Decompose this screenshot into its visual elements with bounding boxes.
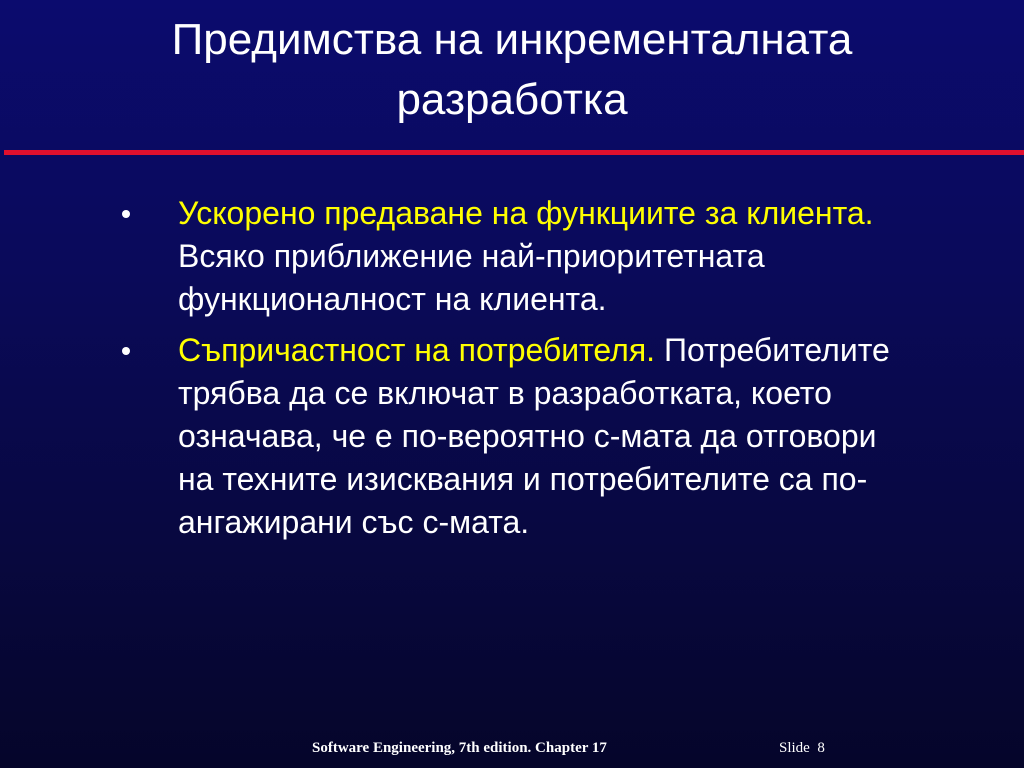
slide-title-line-1: Предимства на инкременталната	[171, 15, 853, 64]
footer-slide-value: 8	[817, 740, 825, 756]
bullet-dot-icon	[122, 347, 130, 355]
bullet-body-text: Всяко приближение най-приоритетната функционалност на клиента.	[178, 238, 765, 317]
bullet-dot-icon	[122, 210, 130, 218]
bullet-body-text: Потребителите трябва да се включат в разработката, което означава, че е по-вероятно с-мата да отговори на техните изисквания и потребителите са по-ангажирани със с-мата.	[178, 332, 890, 540]
slide-title	[0, 10, 1024, 130]
title-divider	[4, 150, 1024, 155]
bullet-lead-text: Ускорено предаване на функциите за клиента.	[178, 195, 874, 231]
bullet-item	[118, 329, 908, 544]
footer-slide-label: Slide	[779, 740, 810, 756]
bullet-list	[118, 192, 908, 552]
bullet-lead-text: Съпричастност на потребителя.	[178, 332, 656, 368]
bullet-item	[118, 192, 908, 321]
footer-slide-number	[779, 738, 825, 758]
footer-course-text: Software Engineering, 7th edition. Chapter 17	[312, 740, 607, 756]
slide-title-line-2: разработка	[396, 75, 628, 124]
